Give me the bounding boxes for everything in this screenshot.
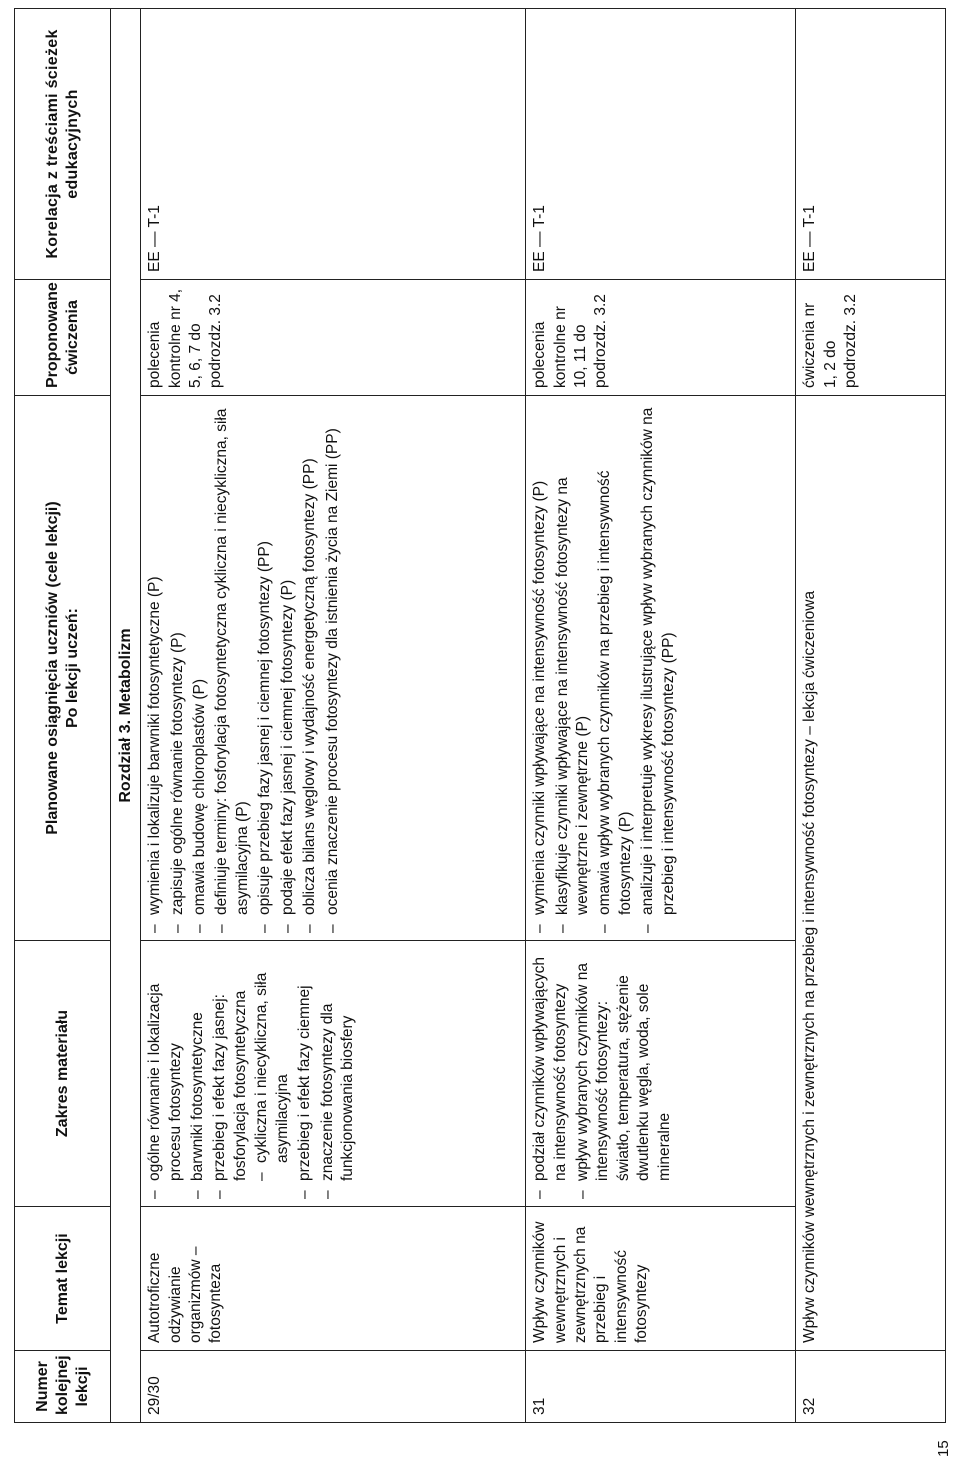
header-num: Numer kolejnej lekcji: [15, 1351, 111, 1423]
list-item: – zapisuje ogólne równanie fotosyntezy (P): [168, 403, 188, 933]
header-exercises: Proponowane ćwiczenia: [15, 280, 111, 396]
header-outcomes-line1: Planowane osiągnięcia uczniów (cele lekcji): [43, 501, 61, 835]
list-item: – klasyfikuje czynniki wpływające na intensywność fotosyntezy na wewnętrzne i zewnętrzne (P): [553, 403, 594, 933]
lesson-topic: Wpływ czynników wewnętrznych i zewnętrznych na przebieg i intensywność fotosyntezy: [526, 1207, 796, 1351]
lesson-correlation: EE — T-1: [796, 9, 946, 280]
table-row: [526, 9, 796, 1423]
outcomes-list: [530, 403, 679, 933]
lesson-correlation: EE — T-1: [526, 9, 796, 280]
lesson-scope: [526, 941, 796, 1207]
header-row: [15, 9, 111, 1423]
list-item: – omawia budowę chloroplastów (P): [190, 403, 210, 933]
lesson-outcomes: [526, 396, 796, 941]
header-correlation: Korelacja z treściami ścieżek edukacyjnych: [15, 9, 111, 280]
lesson-exercises: polecenia kontrolne nr 4, 5, 6, 7 do podrozdz. 3.2: [141, 280, 526, 396]
list-item: – omawia wpływ wybranych czynników na przebieg i intensywność fotosyntezy (P): [595, 403, 636, 933]
list-item: – wymienia i lokalizuje barwniki fotosyntetyczne (P): [145, 403, 165, 933]
header-topic: Temat lekcji: [15, 1207, 111, 1351]
list-item: – wymienia czynniki wpływające na intensywność fotosyntezy (P): [530, 403, 550, 933]
list-item: – wpływ wybranych czynników na intensywność fotosyntezy: światło, temperatura, stężenie dwutlenku węgla, woda, sole mineralne: [573, 948, 675, 1199]
list-item: – przebieg i efekt fazy ciemnej: [295, 948, 315, 1199]
list-item: – ogólne równanie i lokalizacja procesu fotosyntezy: [145, 948, 186, 1199]
rotated-table-frame: [14, 9, 946, 1423]
scope-sublist: [252, 948, 293, 1181]
header-scope: Zakres materiału: [15, 941, 111, 1207]
list-item-text: przebieg i efekt fazy jasnej: fosforylacja fotosyntetyczna: [211, 990, 249, 1181]
lesson-number: 32: [796, 1351, 946, 1423]
lesson-exercises: polecenia kontrolne nr 10, 11 do podrozdz. 3.2: [526, 280, 796, 396]
lesson-exercises: ćwiczenia nr 1, 2 do podrozdz. 3.2: [796, 280, 946, 396]
header-outcomes-line2: Po lekcji uczeń:: [63, 607, 81, 729]
lesson-plan-table: [14, 8, 946, 1423]
list-item: [210, 948, 293, 1199]
list-item: – opisuje przebieg fazy jasnej i ciemnej fotosyntezy (PP): [255, 403, 275, 933]
list-item: – oblicza bilans węglowy i wydajność energetyczną fotosyntezy (PP): [300, 403, 320, 933]
lesson-outcomes: [141, 396, 526, 941]
section-row: [111, 9, 141, 1423]
table-row: [141, 9, 526, 1423]
page-number: 15: [935, 1440, 952, 1457]
section-title: Rozdział 3. Metabolizm: [111, 9, 141, 1423]
lesson-topic-merged: Wpływ czynników wewnętrznych i zewnętrznych na przebieg i intensywność fotosyntezy – lekcja ćwiczeniowa: [796, 396, 946, 1351]
lesson-scope: [141, 941, 526, 1207]
list-item: – podaje efekt fazy jasnej i ciemnej fotosyntezy (P): [278, 403, 298, 933]
list-item: – ocenia znaczenie procesu fotosyntezy dla istnienia życia na Ziemi (PP): [323, 403, 343, 933]
lesson-number: 29/30: [141, 1351, 526, 1423]
header-outcomes: [15, 396, 111, 941]
lesson-topic: Autotroficzne odżywianie organizmów – fotosynteza: [141, 1207, 526, 1351]
list-item: – barwniki fotosyntetyczne: [188, 948, 208, 1199]
list-item: – znaczenie fotosyntezy dla funkcjonowania biosfery: [318, 948, 359, 1199]
scope-list: [530, 948, 675, 1199]
list-item: – definiuje terminy: fosforylacja fotosyntetyczna cykliczna i niecykliczna, siła asymilacyjna (P): [212, 403, 253, 933]
list-item: – podział czynników wpływających na intensywność fotosyntezy: [530, 948, 571, 1199]
lesson-number: 31: [526, 1351, 796, 1423]
outcomes-list: [145, 403, 343, 933]
list-item: – cykliczna i niecykliczna, siła asymilacyjna: [252, 948, 293, 1181]
scope-list: [145, 948, 359, 1199]
lesson-correlation: EE — T-1: [141, 9, 526, 280]
list-item: – analizuje i interpretuje wykresy ilustrujące wpływ wybranych czynników na przebieg i intensywność fotosyntezy (PP): [638, 403, 679, 933]
table-row: [796, 9, 946, 1423]
